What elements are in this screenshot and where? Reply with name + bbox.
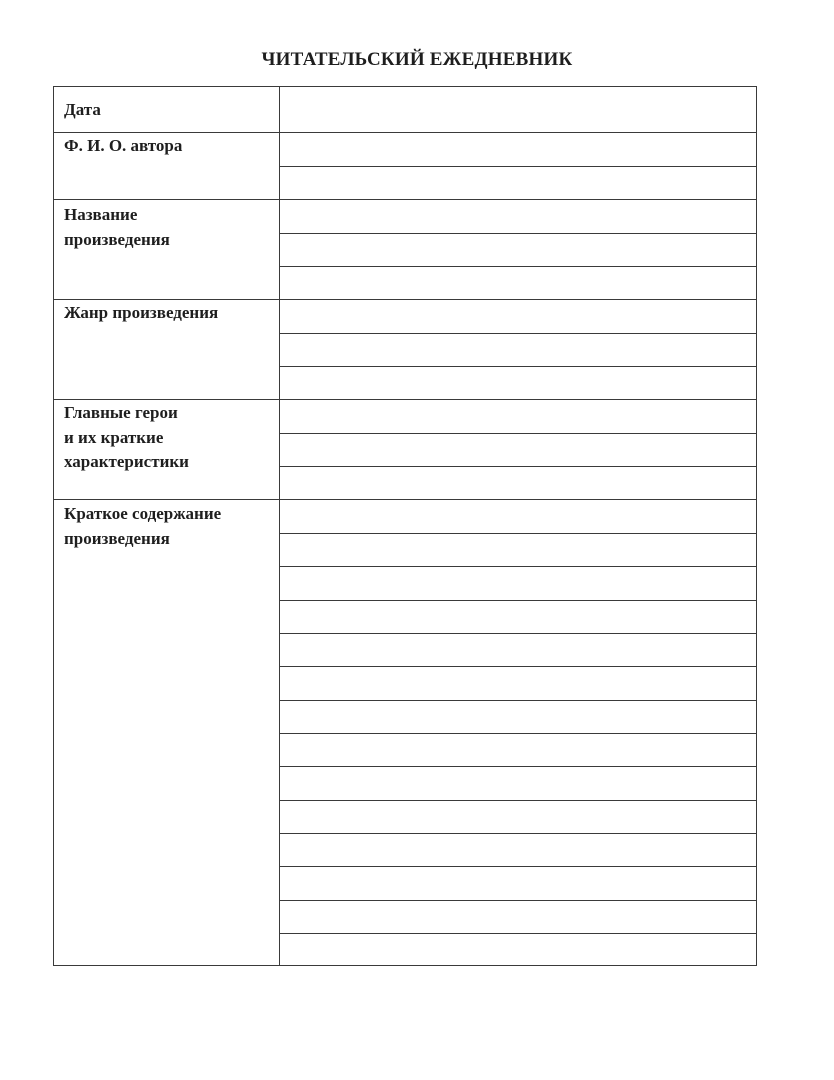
writing-line [280, 766, 756, 767]
writing-line [280, 266, 756, 267]
page-title: ЧИТАТЕЛЬСКИЙ ЕЖЕДНЕВНИК [261, 49, 573, 70]
writing-line [280, 833, 756, 834]
section-divider [54, 132, 756, 133]
section-label-author: Ф. И. О. автора [64, 136, 183, 155]
section-divider [54, 399, 756, 400]
section-label-genre: Жанр произведения [64, 303, 219, 322]
writing-line [280, 366, 756, 367]
writing-line [280, 166, 756, 167]
section-divider [54, 299, 756, 300]
writing-line [280, 433, 756, 434]
writing-line [280, 633, 756, 634]
writing-line [280, 466, 756, 467]
writing-line [280, 866, 756, 867]
section-label-title: Название произведения [64, 205, 170, 249]
writing-line [280, 600, 756, 601]
writing-line [280, 666, 756, 667]
section-label-summary: Краткое содержание произведения [64, 504, 222, 548]
section-label-date: Дата [64, 100, 101, 119]
writing-line [280, 333, 756, 334]
writing-line [280, 800, 756, 801]
section-label-characters: Главные герои и их краткие характеристики [64, 403, 189, 471]
writing-line [280, 700, 756, 701]
writing-line [280, 533, 756, 534]
writing-line [280, 566, 756, 567]
section-divider [54, 499, 756, 500]
writing-line [280, 733, 756, 734]
writing-line [280, 933, 756, 934]
reading-diary-table [53, 86, 757, 966]
writing-line [280, 233, 756, 234]
section-divider [54, 199, 756, 200]
writing-line [280, 900, 756, 901]
